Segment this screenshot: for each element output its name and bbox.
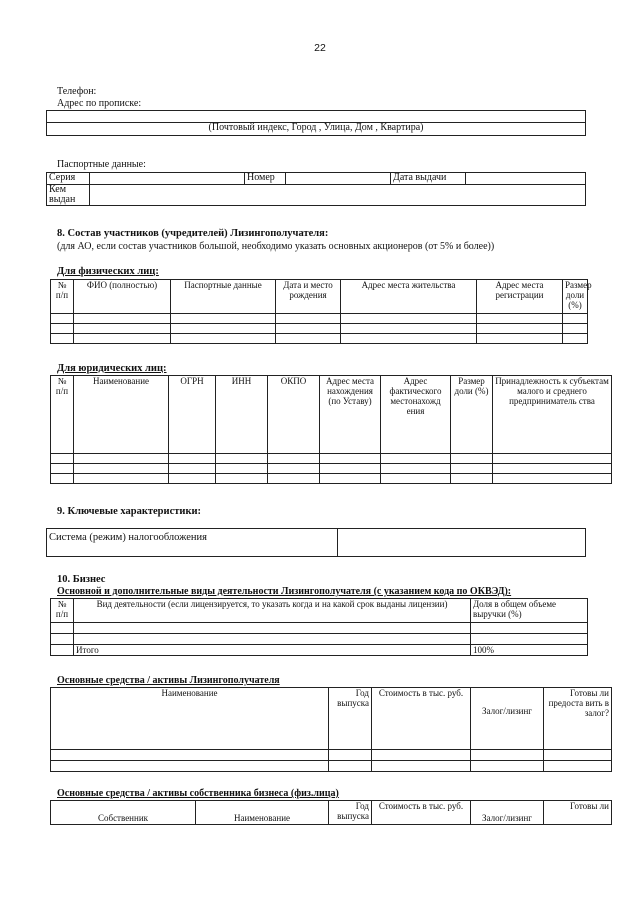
legal-header-ogrn: ОГРН [169, 376, 216, 454]
legal-header-okpo: ОКПО [268, 376, 320, 454]
passport-table [46, 172, 586, 206]
address-table [46, 110, 586, 136]
issued-by-label: Кем выдан [47, 185, 90, 206]
issue-date-label: Дата выдачи [391, 173, 466, 185]
ind-header-fio: ФИО (полностью) [74, 280, 171, 314]
tax-table [46, 528, 586, 557]
table-row [51, 750, 612, 761]
individuals-table [50, 279, 592, 344]
phone-label: Телефон: [57, 86, 97, 97]
series-field[interactable] [90, 173, 245, 185]
tax-field[interactable] [338, 529, 586, 557]
legal-header-actual-address: Адрес фактического местонахожд ения [381, 376, 451, 454]
owner-header-year: Год выпуска [329, 801, 372, 825]
assets-table [50, 687, 612, 772]
address-label: Адрес по прописке: [57, 98, 142, 109]
table-row [51, 761, 612, 772]
act-header-type: Вид деятельности (если лицензируется, то указать когда и на какой срок выданы лицензии) [74, 599, 471, 623]
legal-header-address: Адрес места нахождения (по Уставу) [320, 376, 381, 454]
legal-header-share: Размер доли (%) [451, 376, 493, 454]
ind-header-passport: Паспортные данные [171, 280, 276, 314]
legal-header-inn: ИНН [216, 376, 268, 454]
act-header-share: Доля в общем объеме выручки (%) [471, 599, 588, 623]
activities-title: Основной и дополнительные виды деятельности Лизингополучателя (с указанием кода по ОКВЭД): [57, 586, 512, 597]
issue-date-field[interactable] [466, 173, 586, 185]
address-field[interactable] [47, 111, 586, 123]
total-row [51, 645, 588, 656]
assets-header-cost: Стоимость в тыс. руб. [372, 688, 471, 750]
table-row [51, 454, 612, 464]
assets-title: Основные средства / активы Лизингополучателя [57, 675, 280, 686]
table-row [51, 324, 588, 334]
legal-table [50, 375, 612, 484]
section10-title: 10. Бизнес [57, 574, 106, 585]
section8-note: (для АО, если состав участников большой, необходимо указать основных акционеров (от 5% и более)) [57, 241, 495, 252]
individuals-title: Для физических лиц: [57, 266, 159, 277]
section8-title: 8. Состав участников (учредителей) Лизингополучателя: [57, 228, 329, 239]
tax-label: Система (режим) налогообложения [47, 529, 338, 557]
series-label: Серия [47, 173, 90, 185]
ind-header-share: Размер доли (%) [563, 280, 588, 314]
legal-header-name: Наименование [74, 376, 169, 454]
page-number: 22 [314, 42, 326, 54]
ind-header-no: № п/п [51, 280, 74, 314]
activities-table [50, 598, 588, 656]
section9-title: 9. Ключевые характеристики: [57, 506, 202, 517]
number-field[interactable] [286, 173, 391, 185]
ind-header-residence: Адрес места жительства [341, 280, 477, 314]
total-value: 100% [471, 645, 588, 656]
owner-header-cost: Стоимость в тыс. руб. [372, 801, 471, 825]
act-header-no: № п/п [51, 599, 74, 623]
table-row [51, 464, 612, 474]
legal-title: Для юридических лиц: [57, 363, 167, 374]
ind-header-birth: Дата и место рождения [276, 280, 341, 314]
table-row [51, 314, 588, 324]
owner-header-name: Наименование [196, 801, 329, 825]
owner-header-owner: Собственник [51, 801, 196, 825]
assets-header-name: Наименование [51, 688, 329, 750]
owner-assets-title: Основные средства / активы собственника бизнеса (физ.лица) [57, 788, 339, 799]
assets-header-pledge: Залог/лизинг [471, 688, 544, 750]
owner-assets-table [50, 800, 612, 825]
table-row [51, 634, 588, 645]
table-row [51, 474, 612, 484]
owner-header-ready: Готовы ли [544, 801, 612, 825]
number-label: Номер [245, 173, 286, 185]
total-label: Итого [74, 645, 471, 656]
assets-header-year: Год выпуска [329, 688, 372, 750]
legal-header-sme: Принадлежность к субъектам малого и среднего предприниматель ства [493, 376, 612, 454]
passport-label: Паспортные данные: [57, 159, 146, 170]
table-row [51, 334, 588, 344]
issued-by-field[interactable] [90, 185, 586, 206]
ind-header-registration: Адрес места регистрации [477, 280, 563, 314]
legal-header-no: № п/п [51, 376, 74, 454]
assets-header-ready: Готовы ли предоста вить в залог? [544, 688, 612, 750]
table-row [51, 623, 588, 634]
address-hint: (Почтовый индекс, Город , Улица, Дом , Квартира) [47, 123, 586, 136]
owner-header-pledge: Залог/лизинг [471, 801, 544, 825]
